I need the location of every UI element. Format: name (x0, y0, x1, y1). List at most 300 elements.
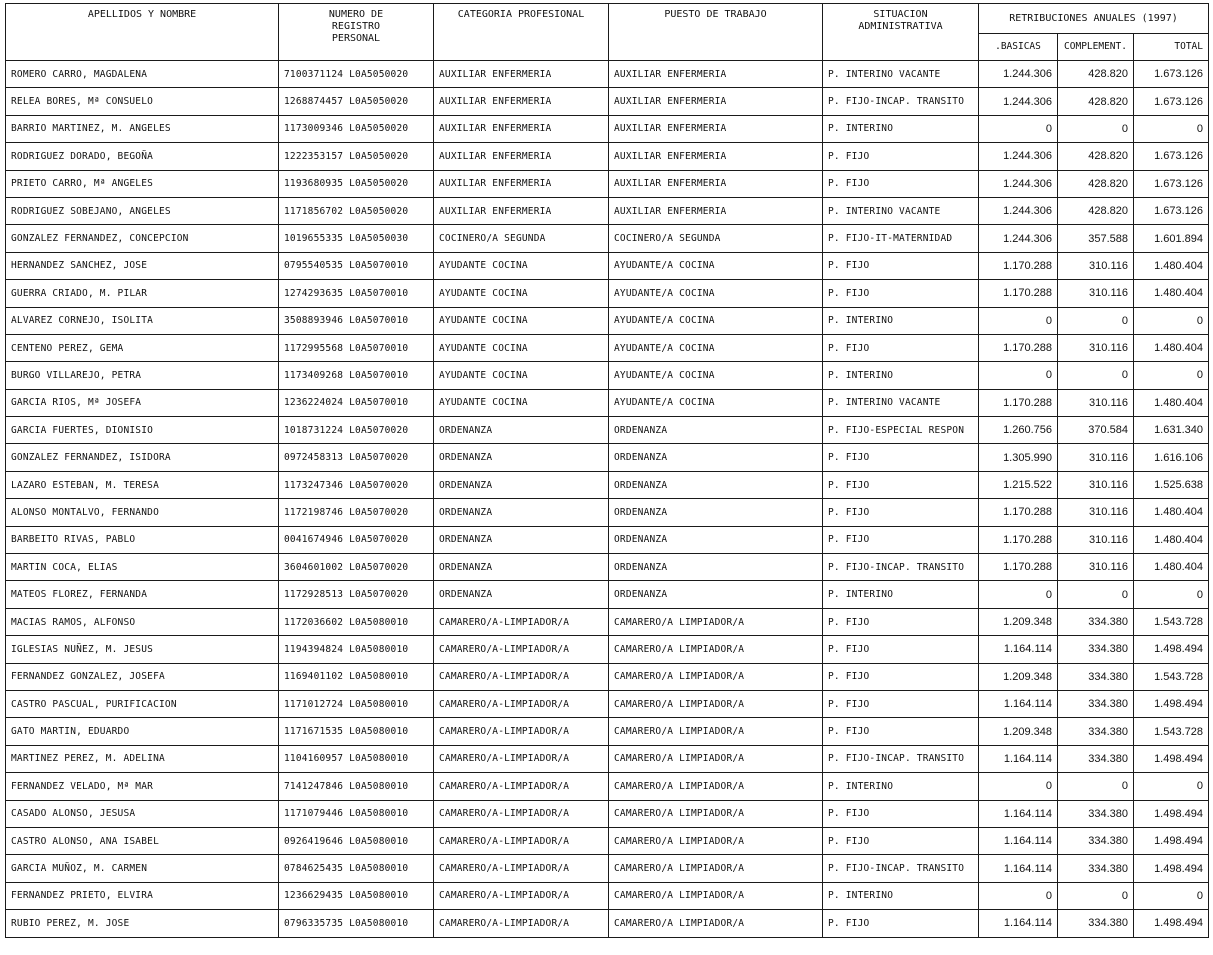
cell-situacion: P. FIJO-ESPECIAL RESPON (823, 417, 979, 444)
table-row (6, 554, 1209, 581)
cell-total: 1.543.728 (1134, 663, 1209, 690)
cell-total: 1.480.404 (1134, 554, 1209, 581)
cell-total: 1.543.728 (1134, 718, 1209, 745)
cell-registro: 1171671535 L0A5080010 (279, 718, 434, 745)
cell-registro: 1268874457 L0A5050020 (279, 88, 434, 115)
cell-categoria: ORDENANZA (434, 444, 609, 471)
cell-total: 1.480.404 (1134, 526, 1209, 553)
cell-puesto: AUXILIAR ENFERMERIA (609, 170, 823, 197)
table-row (6, 636, 1209, 663)
cell-basicas: 0 (979, 115, 1058, 142)
cell-categoria: AUXILIAR ENFERMERIA (434, 115, 609, 142)
cell-complement: 334.380 (1058, 608, 1134, 635)
cell-categoria: CAMARERO/A-LIMPIADOR/A (434, 827, 609, 854)
table-row (6, 773, 1209, 800)
cell-registro: 1171856702 L0A5050020 (279, 197, 434, 224)
cell-total: 1.480.404 (1134, 334, 1209, 361)
cell-name: HERNANDEZ SANCHEZ, JOSE (6, 252, 279, 279)
personnel-table (5, 3, 1209, 938)
cell-complement: 370.584 (1058, 417, 1134, 444)
cell-registro: 3508893946 L0A5070010 (279, 307, 434, 334)
table-row (6, 608, 1209, 635)
cell-name: RODRIGUEZ SOBEJANO, ANGELES (6, 197, 279, 224)
header-basicas: .BASICAS (979, 34, 1058, 61)
header-registro: NUMERO DE REGISTRO PERSONAL (279, 4, 434, 61)
table-row (6, 910, 1209, 937)
cell-puesto: ORDENANZA (609, 471, 823, 498)
table-row (6, 499, 1209, 526)
cell-name: IGLESIAS NUÑEZ, M. JESUS (6, 636, 279, 663)
cell-registro: 1018731224 L0A5070020 (279, 417, 434, 444)
cell-name: GONZALEZ FERNANDEZ, ISIDORA (6, 444, 279, 471)
table-row (6, 307, 1209, 334)
cell-total: 0 (1134, 773, 1209, 800)
cell-categoria: AYUDANTE COCINA (434, 280, 609, 307)
cell-categoria: ORDENANZA (434, 581, 609, 608)
cell-complement: 334.380 (1058, 718, 1134, 745)
cell-registro: 1104160957 L0A5080010 (279, 745, 434, 772)
cell-basicas: 1.209.348 (979, 608, 1058, 635)
cell-complement: 334.380 (1058, 910, 1134, 937)
cell-complement: 310.116 (1058, 554, 1134, 581)
cell-basicas: 1.164.114 (979, 636, 1058, 663)
cell-name: FERNANDEZ GONZALEZ, JOSEFA (6, 663, 279, 690)
cell-complement: 310.116 (1058, 444, 1134, 471)
cell-name: GATO MARTIN, EDUARDO (6, 718, 279, 745)
cell-name: GARCIA RIOS, Mª JOSEFA (6, 389, 279, 416)
table-row (6, 143, 1209, 170)
cell-situacion: P. INTERINO (823, 773, 979, 800)
cell-registro: 1193680935 L0A5050020 (279, 170, 434, 197)
cell-categoria: CAMARERO/A-LIMPIADOR/A (434, 663, 609, 690)
table-row (6, 882, 1209, 909)
cell-registro: 3604601002 L0A5070020 (279, 554, 434, 581)
cell-puesto: ORDENANZA (609, 499, 823, 526)
cell-complement: 428.820 (1058, 143, 1134, 170)
cell-puesto: CAMARERO/A LIMPIADOR/A (609, 910, 823, 937)
table-row (6, 417, 1209, 444)
cell-total: 1.673.126 (1134, 170, 1209, 197)
cell-registro: 1236629435 L0A5080010 (279, 882, 434, 909)
table-row (6, 581, 1209, 608)
cell-puesto: CAMARERO/A LIMPIADOR/A (609, 690, 823, 717)
cell-registro: 1173009346 L0A5050020 (279, 115, 434, 142)
cell-complement: 310.116 (1058, 280, 1134, 307)
cell-situacion: P. FIJO-INCAP. TRANSITO (823, 745, 979, 772)
cell-basicas: 0 (979, 882, 1058, 909)
cell-total: 1.480.404 (1134, 252, 1209, 279)
cell-situacion: P. FIJO-INCAP. TRANSITO (823, 88, 979, 115)
cell-name: MACIAS RAMOS, ALFONSO (6, 608, 279, 635)
cell-puesto: COCINERO/A SEGUNDA (609, 225, 823, 252)
cell-name: MARTIN COCA, ELIAS (6, 554, 279, 581)
cell-total: 1.480.404 (1134, 499, 1209, 526)
cell-situacion: P. INTERINO VACANTE (823, 61, 979, 88)
cell-situacion: P. FIJO (823, 444, 979, 471)
cell-total: 0 (1134, 307, 1209, 334)
cell-situacion: P. FIJO (823, 471, 979, 498)
cell-basicas: 0 (979, 773, 1058, 800)
cell-complement: 334.380 (1058, 800, 1134, 827)
cell-complement: 310.116 (1058, 334, 1134, 361)
cell-categoria: AYUDANTE COCINA (434, 362, 609, 389)
cell-categoria: CAMARERO/A-LIMPIADOR/A (434, 608, 609, 635)
cell-categoria: ORDENANZA (434, 499, 609, 526)
header-puesto: PUESTO DE TRABAJO (609, 4, 823, 61)
table-row (6, 663, 1209, 690)
cell-basicas: 1.244.306 (979, 170, 1058, 197)
cell-name: BARRIO MARTINEZ, M. ANGELES (6, 115, 279, 142)
cell-situacion: P. FIJO (823, 800, 979, 827)
cell-categoria: CAMARERO/A-LIMPIADOR/A (434, 718, 609, 745)
cell-situacion: P. INTERINO (823, 581, 979, 608)
cell-registro: 1169401102 L0A5080010 (279, 663, 434, 690)
cell-puesto: CAMARERO/A LIMPIADOR/A (609, 663, 823, 690)
cell-categoria: AYUDANTE COCINA (434, 389, 609, 416)
cell-total: 0 (1134, 882, 1209, 909)
cell-complement: 310.116 (1058, 526, 1134, 553)
cell-puesto: CAMARERO/A LIMPIADOR/A (609, 745, 823, 772)
cell-registro: 1173247346 L0A5070020 (279, 471, 434, 498)
table-row (6, 197, 1209, 224)
cell-complement: 334.380 (1058, 745, 1134, 772)
cell-situacion: P. FIJO (823, 636, 979, 663)
cell-total: 1.498.494 (1134, 827, 1209, 854)
cell-registro: 1171079446 L0A5080010 (279, 800, 434, 827)
cell-categoria: AUXILIAR ENFERMERIA (434, 88, 609, 115)
cell-basicas: 0 (979, 307, 1058, 334)
cell-basicas: 1.170.288 (979, 526, 1058, 553)
cell-name: GARCIA FUERTES, DIONISIO (6, 417, 279, 444)
cell-total: 1.673.126 (1134, 88, 1209, 115)
cell-basicas: 1.244.306 (979, 88, 1058, 115)
cell-categoria: CAMARERO/A-LIMPIADOR/A (434, 882, 609, 909)
cell-name: RODRIGUEZ DORADO, BEGOÑA (6, 143, 279, 170)
cell-categoria: CAMARERO/A-LIMPIADOR/A (434, 910, 609, 937)
cell-basicas: 1.305.990 (979, 444, 1058, 471)
cell-name: GUERRA CRIADO, M. PILAR (6, 280, 279, 307)
cell-name: ROMERO CARRO, MAGDALENA (6, 61, 279, 88)
cell-basicas: 1.170.288 (979, 554, 1058, 581)
cell-puesto: CAMARERO/A LIMPIADOR/A (609, 608, 823, 635)
cell-puesto: CAMARERO/A LIMPIADOR/A (609, 636, 823, 663)
cell-name: RELEA BORES, Mª CONSUELO (6, 88, 279, 115)
table-row (6, 690, 1209, 717)
cell-categoria: CAMARERO/A-LIMPIADOR/A (434, 745, 609, 772)
cell-name: CASADO ALONSO, JESUSA (6, 800, 279, 827)
cell-basicas: 1.164.114 (979, 910, 1058, 937)
cell-registro: 0795540535 L0A5070010 (279, 252, 434, 279)
cell-situacion: P. INTERINO (823, 362, 979, 389)
cell-total: 1.525.638 (1134, 471, 1209, 498)
cell-complement: 0 (1058, 882, 1134, 909)
cell-total: 1.498.494 (1134, 800, 1209, 827)
cell-registro: 1274293635 L0A5070010 (279, 280, 434, 307)
cell-complement: 310.116 (1058, 252, 1134, 279)
cell-puesto: CAMARERO/A LIMPIADOR/A (609, 773, 823, 800)
cell-situacion: P. FIJO (823, 143, 979, 170)
cell-basicas: 1.244.306 (979, 225, 1058, 252)
cell-total: 1.498.494 (1134, 636, 1209, 663)
table-row (6, 855, 1209, 882)
cell-registro: 1172036602 L0A5080010 (279, 608, 434, 635)
cell-total: 1.631.340 (1134, 417, 1209, 444)
cell-total: 1.543.728 (1134, 608, 1209, 635)
cell-name: BURGO VILLAREJO, PETRA (6, 362, 279, 389)
cell-categoria: AUXILIAR ENFERMERIA (434, 170, 609, 197)
table-row (6, 362, 1209, 389)
cell-categoria: ORDENANZA (434, 526, 609, 553)
cell-registro: 1172198746 L0A5070020 (279, 499, 434, 526)
document-page (5, 3, 1209, 938)
cell-categoria: CAMARERO/A-LIMPIADOR/A (434, 636, 609, 663)
cell-basicas: 0 (979, 362, 1058, 389)
cell-situacion: P. INTERINO (823, 307, 979, 334)
cell-situacion: P. FIJO-INCAP. TRANSITO (823, 855, 979, 882)
cell-total: 1.616.106 (1134, 444, 1209, 471)
table-row (6, 471, 1209, 498)
cell-name: ALONSO MONTALVO, FERNANDO (6, 499, 279, 526)
cell-basicas: 0 (979, 581, 1058, 608)
cell-basicas: 1.209.348 (979, 663, 1058, 690)
cell-registro: 7100371124 L0A5050020 (279, 61, 434, 88)
cell-puesto: CAMARERO/A LIMPIADOR/A (609, 827, 823, 854)
cell-categoria: CAMARERO/A-LIMPIADOR/A (434, 800, 609, 827)
cell-puesto: AYUDANTE/A COCINA (609, 252, 823, 279)
cell-registro: 1236224024 L0A5070010 (279, 389, 434, 416)
table-body (6, 61, 1209, 938)
cell-puesto: CAMARERO/A LIMPIADOR/A (609, 718, 823, 745)
cell-situacion: P. INTERINO (823, 882, 979, 909)
cell-puesto: AYUDANTE/A COCINA (609, 307, 823, 334)
cell-puesto: AYUDANTE/A COCINA (609, 280, 823, 307)
table-row (6, 252, 1209, 279)
cell-puesto: AYUDANTE/A COCINA (609, 389, 823, 416)
cell-total: 1.498.494 (1134, 910, 1209, 937)
cell-name: MARTINEZ PEREZ, M. ADELINA (6, 745, 279, 772)
cell-situacion: P. INTERINO (823, 115, 979, 142)
cell-puesto: ORDENANZA (609, 417, 823, 444)
table-row (6, 61, 1209, 88)
cell-total: 1.498.494 (1134, 855, 1209, 882)
cell-registro: 1172928513 L0A5070020 (279, 581, 434, 608)
cell-categoria: ORDENANZA (434, 554, 609, 581)
cell-categoria: CAMARERO/A-LIMPIADOR/A (434, 855, 609, 882)
cell-basicas: 1.164.114 (979, 800, 1058, 827)
cell-categoria: CAMARERO/A-LIMPIADOR/A (434, 773, 609, 800)
cell-registro: 1194394824 L0A5080010 (279, 636, 434, 663)
cell-complement: 428.820 (1058, 61, 1134, 88)
cell-situacion: P. FIJO (823, 499, 979, 526)
cell-categoria: AUXILIAR ENFERMERIA (434, 61, 609, 88)
header-name: APELLIDOS Y NOMBRE (6, 4, 279, 61)
cell-basicas: 1.170.288 (979, 389, 1058, 416)
cell-registro: 0784625435 L0A5080010 (279, 855, 434, 882)
cell-name: MATEOS FLOREZ, FERNANDA (6, 581, 279, 608)
cell-basicas: 1.260.756 (979, 417, 1058, 444)
table-row (6, 718, 1209, 745)
cell-registro: 7141247846 L0A5080010 (279, 773, 434, 800)
cell-complement: 310.116 (1058, 471, 1134, 498)
cell-name: LAZARO ESTEBAN, M. TERESA (6, 471, 279, 498)
cell-complement: 310.116 (1058, 499, 1134, 526)
cell-categoria: AUXILIAR ENFERMERIA (434, 143, 609, 170)
header-categoria: CATEGORIA PROFESIONAL (434, 4, 609, 61)
header-retribuciones: RETRIBUCIONES ANUALES (1997) (979, 4, 1209, 34)
cell-name: CENTENO PEREZ, GEMA (6, 334, 279, 361)
cell-basicas: 1.244.306 (979, 197, 1058, 224)
cell-situacion: P. INTERINO VACANTE (823, 389, 979, 416)
cell-situacion: P. FIJO (823, 663, 979, 690)
cell-complement: 357.588 (1058, 225, 1134, 252)
cell-complement: 0 (1058, 307, 1134, 334)
cell-registro: 0972458313 L0A5070020 (279, 444, 434, 471)
cell-total: 0 (1134, 115, 1209, 142)
cell-situacion: P. FIJO (823, 690, 979, 717)
table-row (6, 389, 1209, 416)
cell-basicas: 1.170.288 (979, 252, 1058, 279)
cell-puesto: AUXILIAR ENFERMERIA (609, 88, 823, 115)
cell-complement: 334.380 (1058, 663, 1134, 690)
cell-puesto: AUXILIAR ENFERMERIA (609, 197, 823, 224)
cell-complement: 0 (1058, 773, 1134, 800)
cell-complement: 334.380 (1058, 855, 1134, 882)
cell-situacion: P. FIJO-IT-MATERNIDAD (823, 225, 979, 252)
cell-categoria: AYUDANTE COCINA (434, 307, 609, 334)
cell-registro: 0796335735 L0A5080010 (279, 910, 434, 937)
cell-situacion: P. FIJO-INCAP. TRANSITO (823, 554, 979, 581)
cell-total: 0 (1134, 581, 1209, 608)
cell-registro: 1019655335 L0A5050030 (279, 225, 434, 252)
cell-complement: 334.380 (1058, 690, 1134, 717)
table-row (6, 115, 1209, 142)
cell-categoria: AYUDANTE COCINA (434, 252, 609, 279)
cell-situacion: P. INTERINO VACANTE (823, 197, 979, 224)
table-row (6, 334, 1209, 361)
cell-total: 1.498.494 (1134, 745, 1209, 772)
cell-registro: 0041674946 L0A5070020 (279, 526, 434, 553)
header-total: TOTAL (1134, 34, 1209, 61)
cell-categoria: ORDENANZA (434, 471, 609, 498)
cell-complement: 334.380 (1058, 636, 1134, 663)
cell-basicas: 1.170.288 (979, 334, 1058, 361)
cell-total: 0 (1134, 362, 1209, 389)
cell-situacion: P. FIJO (823, 334, 979, 361)
cell-puesto: AYUDANTE/A COCINA (609, 334, 823, 361)
cell-basicas: 1.244.306 (979, 143, 1058, 170)
cell-name: BARBEITO RIVAS, PABLO (6, 526, 279, 553)
cell-total: 1.673.126 (1134, 61, 1209, 88)
table-row (6, 88, 1209, 115)
cell-total: 1.480.404 (1134, 280, 1209, 307)
cell-name: RUBIO PEREZ, M. JOSE (6, 910, 279, 937)
cell-puesto: CAMARERO/A LIMPIADOR/A (609, 800, 823, 827)
cell-registro: 1173409268 L0A5070010 (279, 362, 434, 389)
cell-name: FERNANDEZ PRIETO, ELVIRA (6, 882, 279, 909)
cell-name: CASTRO PASCUAL, PURIFICACION (6, 690, 279, 717)
cell-puesto: AUXILIAR ENFERMERIA (609, 143, 823, 170)
cell-puesto: AUXILIAR ENFERMERIA (609, 61, 823, 88)
table-row (6, 745, 1209, 772)
cell-puesto: AYUDANTE/A COCINA (609, 362, 823, 389)
cell-complement: 428.820 (1058, 170, 1134, 197)
table-row (6, 800, 1209, 827)
cell-situacion: P. FIJO (823, 252, 979, 279)
cell-situacion: P. FIJO (823, 910, 979, 937)
cell-situacion: P. FIJO (823, 827, 979, 854)
cell-total: 1.673.126 (1134, 143, 1209, 170)
cell-complement: 0 (1058, 581, 1134, 608)
cell-name: ALVAREZ CORNEJO, ISOLITA (6, 307, 279, 334)
cell-categoria: AUXILIAR ENFERMERIA (434, 197, 609, 224)
cell-complement: 0 (1058, 115, 1134, 142)
header-situacion: SITUACION ADMINISTRATIVA (823, 4, 979, 61)
cell-puesto: CAMARERO/A LIMPIADOR/A (609, 855, 823, 882)
cell-basicas: 1.215.522 (979, 471, 1058, 498)
cell-complement: 0 (1058, 362, 1134, 389)
cell-total: 1.480.404 (1134, 389, 1209, 416)
table-row (6, 280, 1209, 307)
cell-name: GARCIA MUÑOZ, M. CARMEN (6, 855, 279, 882)
cell-basicas: 1.164.114 (979, 827, 1058, 854)
table-row (6, 170, 1209, 197)
cell-complement: 428.820 (1058, 197, 1134, 224)
table-header (6, 4, 1209, 61)
cell-name: PRIETO CARRO, Mª ANGELES (6, 170, 279, 197)
cell-total: 1.601.894 (1134, 225, 1209, 252)
cell-registro: 1171012724 L0A5080010 (279, 690, 434, 717)
cell-puesto: ORDENANZA (609, 526, 823, 553)
cell-situacion: P. FIJO (823, 608, 979, 635)
cell-situacion: P. FIJO (823, 718, 979, 745)
cell-categoria: CAMARERO/A-LIMPIADOR/A (434, 690, 609, 717)
cell-total: 1.498.494 (1134, 690, 1209, 717)
cell-registro: 1172995568 L0A5070010 (279, 334, 434, 361)
cell-basicas: 1.170.288 (979, 499, 1058, 526)
cell-puesto: ORDENANZA (609, 444, 823, 471)
cell-basicas: 1.164.114 (979, 690, 1058, 717)
cell-basicas: 1.209.348 (979, 718, 1058, 745)
table-row (6, 526, 1209, 553)
cell-categoria: AYUDANTE COCINA (434, 334, 609, 361)
cell-puesto: CAMARERO/A LIMPIADOR/A (609, 882, 823, 909)
table-row (6, 225, 1209, 252)
cell-categoria: ORDENANZA (434, 417, 609, 444)
table-row (6, 444, 1209, 471)
cell-categoria: COCINERO/A SEGUNDA (434, 225, 609, 252)
cell-name: CASTRO ALONSO, ANA ISABEL (6, 827, 279, 854)
cell-complement: 428.820 (1058, 88, 1134, 115)
cell-puesto: ORDENANZA (609, 554, 823, 581)
cell-basicas: 1.164.114 (979, 745, 1058, 772)
cell-basicas: 1.164.114 (979, 855, 1058, 882)
cell-complement: 334.380 (1058, 827, 1134, 854)
cell-registro: 0926419646 L0A5080010 (279, 827, 434, 854)
table-row (6, 827, 1209, 854)
header-complement: COMPLEMENT. (1058, 34, 1134, 61)
cell-complement: 310.116 (1058, 389, 1134, 416)
cell-name: FERNANDEZ VELADO, Mª MAR (6, 773, 279, 800)
cell-situacion: P. FIJO (823, 280, 979, 307)
cell-basicas: 1.244.306 (979, 61, 1058, 88)
cell-name: GONZALEZ FERNANDEZ, CONCEPCION (6, 225, 279, 252)
cell-puesto: AUXILIAR ENFERMERIA (609, 115, 823, 142)
cell-situacion: P. FIJO (823, 170, 979, 197)
cell-situacion: P. FIJO (823, 526, 979, 553)
cell-puesto: ORDENANZA (609, 581, 823, 608)
cell-total: 1.673.126 (1134, 197, 1209, 224)
cell-basicas: 1.170.288 (979, 280, 1058, 307)
